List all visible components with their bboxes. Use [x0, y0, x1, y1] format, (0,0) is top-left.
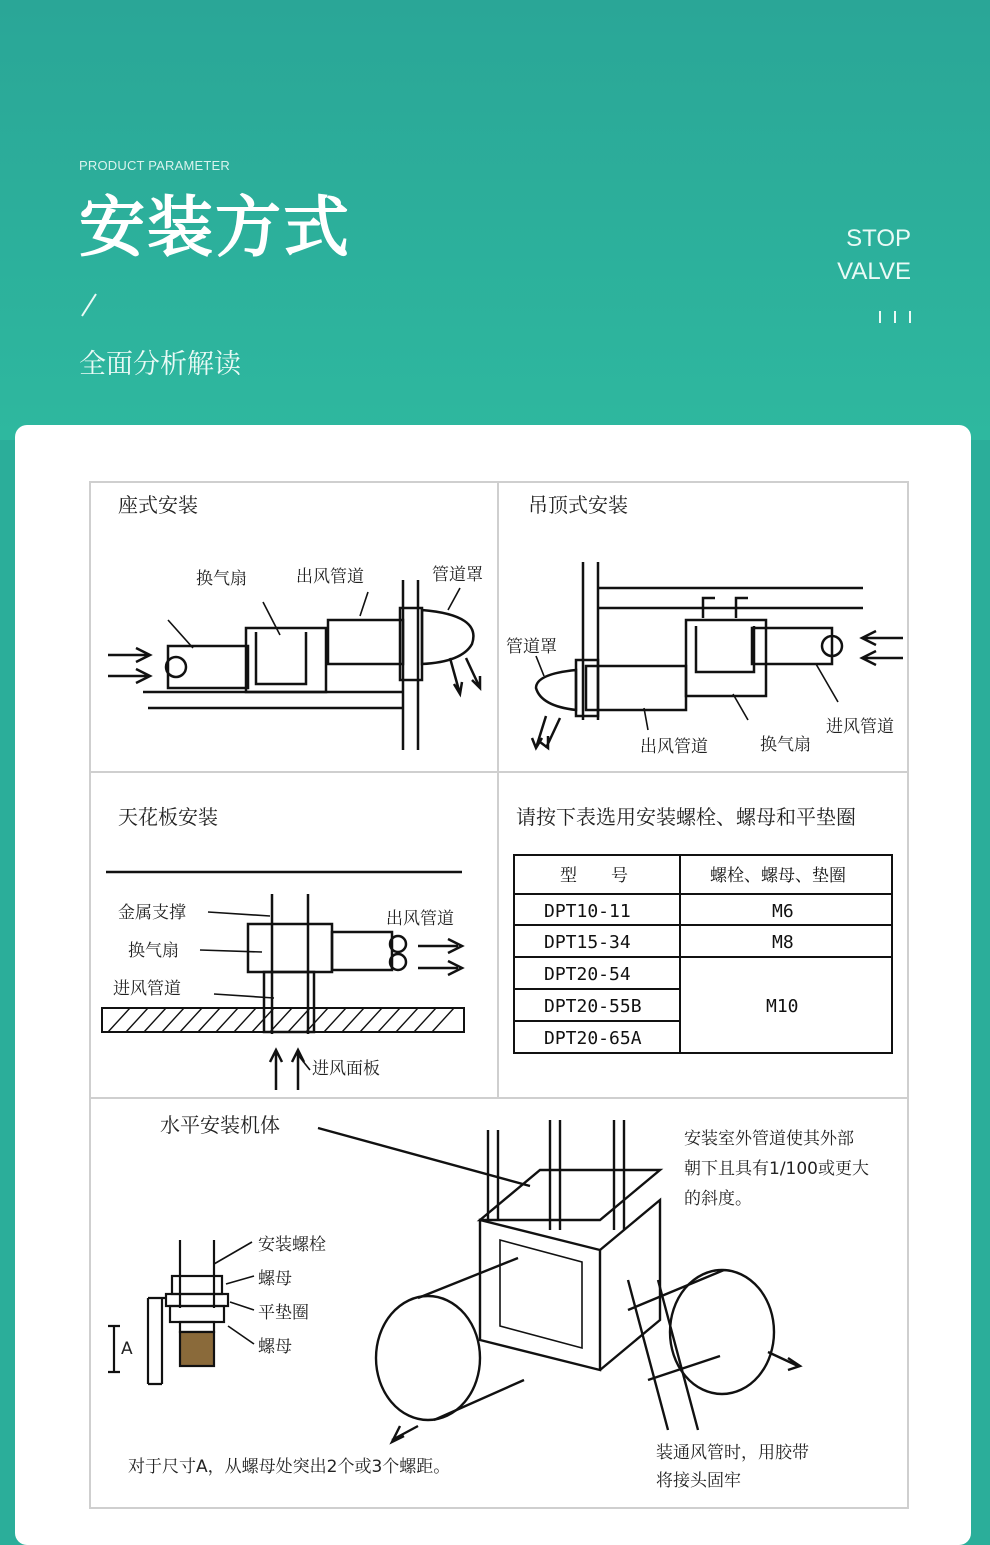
- board-leaders: [200, 912, 310, 1070]
- eyebrow-text: PRODUCT PARAMETER: [79, 158, 230, 173]
- horizontal-note-3: 的斜度。: [684, 1189, 752, 1209]
- seat-label-hood: 管道罩: [432, 565, 483, 585]
- board-title: 天花板安装: [118, 805, 218, 829]
- side-label-line1: STOP: [846, 225, 911, 252]
- bolt-part-1: 安装螺栓: [258, 1235, 326, 1255]
- seat-title: 座式安装: [118, 493, 198, 517]
- installation-diagram: [88, 480, 910, 1510]
- board-label-outlet: 出风管道: [386, 909, 454, 929]
- hung-title: 吊顶式安装: [528, 493, 628, 517]
- seat-fan-drawing: [108, 580, 480, 750]
- horizontal-title: 水平安装机体: [160, 1113, 280, 1137]
- page-subtitle: 全面分析解读: [79, 349, 241, 380]
- table-row-model-3: DPT20-54: [544, 964, 631, 985]
- table-head-model: 型 号: [560, 866, 628, 886]
- hung-label-fan: 换气扇: [760, 735, 811, 755]
- seat-label-fan: 换气扇: [196, 569, 247, 589]
- page-title: 安装方式: [79, 189, 351, 266]
- dimension-a: A: [121, 1339, 133, 1359]
- hung-label-inlet: 进风管道: [826, 717, 894, 737]
- table-row-model-4: DPT20-55B: [544, 996, 642, 1017]
- board-label-fan: 换气扇: [128, 941, 179, 961]
- bolt-part-2: 螺母: [258, 1269, 292, 1289]
- seat-label-outlet: 出风管道: [296, 567, 364, 587]
- slash-divider: [80, 293, 98, 317]
- hung-label-outlet: 出风管道: [640, 737, 708, 757]
- table-row-bolt-1: M6: [772, 901, 794, 922]
- board-label-inlet: 进风管道: [113, 979, 181, 999]
- tape-note-1: 装通风管时，用胶带: [656, 1443, 809, 1463]
- tick-marks: [879, 311, 911, 323]
- table-head-bolt: 螺栓、螺母、垫圈: [710, 866, 846, 886]
- board-label-panel: 进风面板: [312, 1059, 380, 1079]
- table-title: 请按下表选用安装螺栓、螺母和平垫圈: [516, 805, 856, 829]
- table-row-model-1: DPT10-11: [544, 901, 631, 922]
- table-row-bolt-2: M8: [772, 932, 794, 953]
- tape-note-2: 将接头固牢: [656, 1471, 741, 1491]
- bolt-part-4: 螺母: [258, 1337, 292, 1357]
- bolt-part-3: 平垫圈: [258, 1303, 309, 1323]
- hero-banner: [0, 0, 990, 440]
- side-label-line2: VALVE: [837, 258, 911, 285]
- horizontal-note-1: 安装室外管道使其外部: [684, 1129, 854, 1149]
- bolt-detail-drawing: [108, 1240, 228, 1384]
- hung-label-hood: 管道罩: [506, 637, 557, 657]
- table-row-model-2: DPT15-34: [544, 932, 631, 953]
- table-merged-bolt: M10: [766, 996, 799, 1017]
- side-label: [837, 222, 911, 288]
- seat-leaders: [168, 588, 460, 648]
- horizontal-note-2: 朝下且具有1/100或更大: [684, 1159, 869, 1179]
- table-row-model-5: DPT20-65A: [544, 1028, 642, 1049]
- horizontal-bottom-note: 对于尺寸A，从螺母处突出2个或3个螺距。: [128, 1457, 451, 1477]
- board-label-bracket: 金属支撑: [118, 903, 186, 923]
